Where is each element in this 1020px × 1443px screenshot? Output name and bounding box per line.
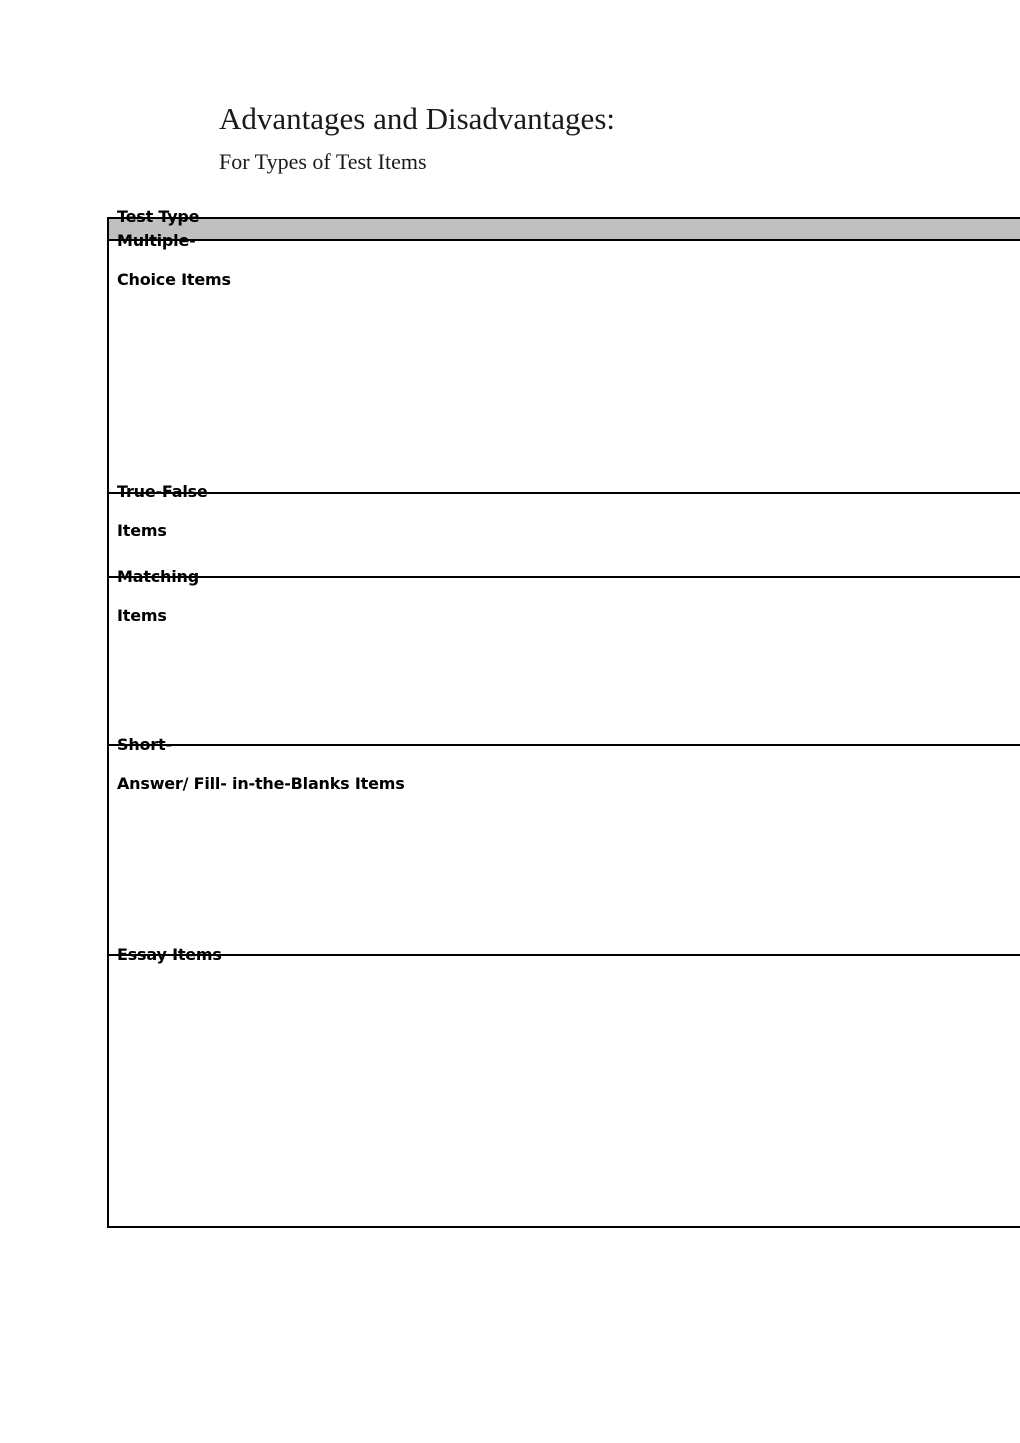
row-matching-line1: Matching	[117, 567, 199, 586]
row-short-answer-line2: Answer/ Fill- in-the-Blanks Items	[117, 774, 405, 793]
row-divider-matching	[107, 576, 1020, 578]
row-divider-essay	[107, 954, 1020, 956]
row-divider-short-answer	[107, 744, 1020, 746]
row-true-false-line1: True-False	[117, 482, 208, 501]
row-matching-line2: Items	[117, 606, 167, 625]
row-true-false-line2: Items	[117, 521, 167, 540]
row-multiple-choice-line1: Multiple-	[117, 231, 196, 250]
page-title: Advantages and Disadvantages:	[219, 101, 615, 136]
row-divider-true-false	[107, 492, 1020, 494]
row-essay-line1: Essay Items	[117, 945, 222, 964]
header-test-type: Test Type	[117, 207, 200, 226]
page-subtitle: For Types of Test Items	[219, 149, 427, 174]
table-header-row	[107, 217, 1020, 241]
row-short-answer-line1: Short-	[117, 735, 172, 754]
row-multiple-choice-line2: Choice Items	[117, 270, 231, 289]
test-types-table	[107, 217, 1020, 1228]
